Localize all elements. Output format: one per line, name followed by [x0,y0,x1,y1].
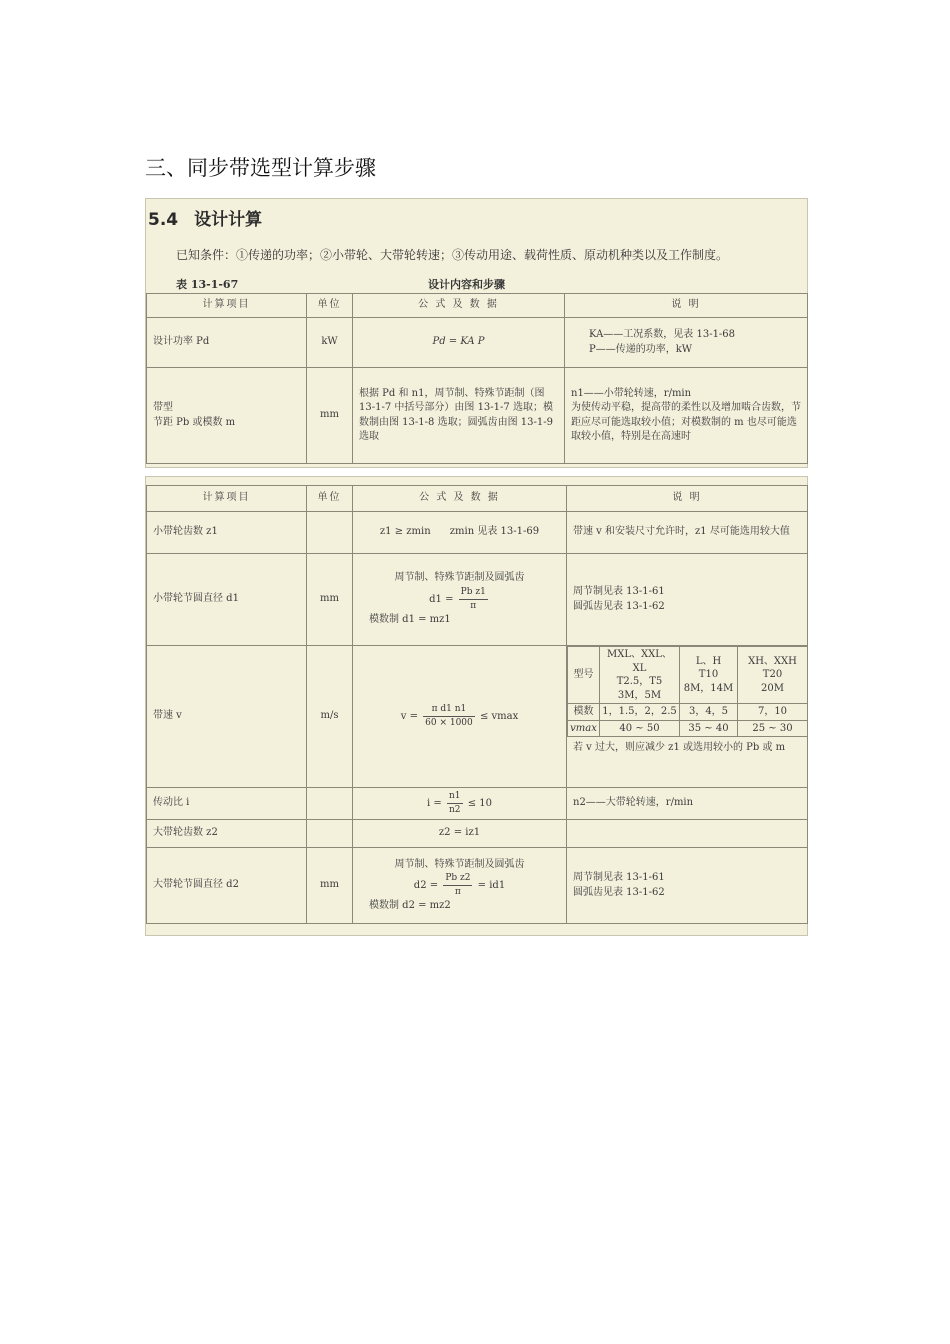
item-line: 带型 [153,402,173,413]
denominator: n2 [448,805,461,816]
table-row [147,318,808,368]
type-cell [680,647,738,704]
type-line: MXL、XXL、XL [607,649,672,674]
section-title [148,205,262,230]
note-cell [567,848,808,924]
formula-right: = id1 [477,880,506,892]
note-line: 周节制见表 13-1-61 [573,872,665,884]
module-cell: 3，4，5 [680,704,738,721]
note-line: 圆弧齿见表 13-1-62 [573,886,665,898]
item-large-pulley-diameter: 大带轮节圆直径 d2 [147,848,307,924]
formula-left: d1 = [429,594,454,605]
fraction [423,703,475,730]
subtable-row-type [568,647,808,704]
note-cell [567,646,808,788]
formula-cell [353,848,567,924]
table-header-row [147,294,808,318]
note-line: 若 v 过大，则应减少 z1 或选用较小的 Pb 或 m [573,742,786,753]
subtable-row-module [568,704,808,721]
row-label: 型号 [568,647,600,704]
header-note: 说 明 [567,486,808,512]
note-cell [565,368,808,464]
type-line: 3M，5M [617,689,662,701]
unit-cell: mm [307,848,353,924]
note-cell: 带速 v 和安装尺寸允许时，z1 尽可能选用较大值 [567,512,808,554]
table-row [147,788,808,820]
module-cell: 1，1.5，2，2.5 [600,704,680,721]
note-line: 圆弧齿见表 13-1-62 [573,600,665,612]
formula-cell [353,788,567,820]
type-line: 20M [761,682,784,694]
scanned-table-part-2 [145,476,808,936]
type-line: T20 [762,669,783,681]
formula-line [359,872,560,899]
type-line: T2.5，T5 [616,676,663,687]
header-item: 计算项目 [147,294,307,318]
unit-cell: kW [307,318,353,368]
formula-part: z1 ≥ zmin [379,526,431,538]
numerator: n1 [447,790,463,804]
module-cell: 7，10 [738,704,808,721]
vmax-subtable [567,646,808,737]
item-small-pulley-teeth: 小带轮齿数 z1 [147,512,307,554]
formula-line [359,586,560,613]
table-row [147,368,808,464]
formula-cell [353,646,567,788]
item-small-pulley-diameter: 小带轮节圆直径 d1 [147,554,307,646]
item-transmission-ratio: 传动比 i [147,788,307,820]
header-formula: 公 式 及 数 据 [353,486,567,512]
type-cell [738,647,808,704]
numerator: π d1 n1 [423,703,475,717]
header-unit: 单位 [307,486,353,512]
table-row [147,646,808,788]
fraction [447,790,463,817]
table-number: 表 13-1-67 [176,278,239,291]
formula-left: i = [427,798,442,810]
table-row [147,554,808,646]
formula-cell: 根据 Pd 和 n1，周节制、特殊节距制（图 13-1-7 中括号部分）由图 13-1-7 选取；模数制由图 13-1-8 选取；圆弧齿由图 13-1-9 选取 [353,368,565,464]
table-title: 设计内容和步骤 [428,278,505,291]
table-row [147,512,808,554]
formula-line: 周节制、特殊节距制及圆弧齿 [394,858,525,870]
type-line: L、H [695,655,722,667]
formula-line: 周节制、特殊节距制及圆弧齿 [394,572,525,584]
table-row [147,848,808,924]
fraction [443,872,472,899]
formula-right: ≤ vmax [479,711,519,722]
formula-line: 模数制 d2 = mz2 [369,900,451,912]
type-cell [600,647,680,704]
formula-line: 模数制 d1 = mz1 [369,614,451,626]
row-label: 模数 [568,704,600,721]
formula-cell: z2 = iz1 [353,820,567,848]
note-line: 周节制见表 13-1-61 [573,586,665,597]
unit-cell [307,788,353,820]
vmax-cell: 40 ~ 50 [600,720,680,737]
section-title-text: 设计计算 [194,210,263,230]
given-conditions: 已知条件：①传递的功率；②小带轮、大带轮转速；③传动用途、载荷性质、原动机种类以及工作制度。 [176,248,729,262]
header-note: 说 明 [565,294,808,318]
formula-part: zmin 见表 13-1-69 [449,526,540,538]
type-line: T10 [698,669,719,681]
unit-cell [307,820,353,848]
formula-cell: Pd = KA P [353,318,565,368]
note-line: n1——小带轮转速，r/min [571,387,692,399]
note-cell [567,554,808,646]
vmax-cell: 35 ~ 40 [680,720,738,737]
formula-cell [353,554,567,646]
formula-right: ≤ 10 [467,798,492,810]
note-cell: n2——大带轮转速，r/min [567,788,808,820]
table-row [147,820,808,848]
type-line: XH、XXH [748,655,797,667]
unit-cell: mm [307,368,353,464]
item-design-power: 设计功率 Pd [147,318,307,368]
unit-cell: m/s [307,646,353,788]
note-line: KA——工况系数，见表 13-1-68 [589,329,736,340]
note-cell [565,318,808,368]
item-line: 节距 Pb 或模数 m [153,416,236,428]
item-belt-speed: 带速 v [147,646,307,788]
design-table-2 [146,485,808,924]
section-number: 5.4 [148,210,179,230]
design-table-1 [146,293,808,464]
item-belt-type [147,368,307,464]
numerator: Pb z1 [459,586,488,600]
note-cell [567,820,808,848]
fraction [459,586,488,613]
denominator: 60 × 1000 [425,718,473,728]
numerator: Pb z2 [443,872,472,886]
scanned-table-part-1 [145,198,808,468]
row-label: vmax [568,720,600,737]
item-large-pulley-teeth: 大带轮齿数 z2 [147,820,307,848]
unit-cell [307,512,353,554]
header-item: 计算项目 [147,486,307,512]
vmax-cell: 25 ~ 30 [738,720,808,737]
header-formula: 公 式 及 数 据 [353,294,565,318]
header-unit: 单位 [307,294,353,318]
subtable-row-vmax [568,720,808,737]
table-header-row [147,486,808,512]
formula-cell [353,512,567,554]
denominator: π [454,887,461,898]
type-line: 8M，14M [683,682,734,694]
page-heading: 三、同步带选型计算步骤 [145,156,376,180]
denominator: π [470,601,477,611]
unit-cell: mm [307,554,353,646]
note-line: P——传递的功率，kW [589,343,693,355]
formula-left: v = [400,711,418,722]
note-line: 为使传动平稳，提高带的柔性以及增加啮合齿数，节距应尽可能选取较小值；对模数制的 m 也尽可能选取较小值，特别是在高速时 [571,402,801,442]
formula-left: d2 = [413,880,439,892]
